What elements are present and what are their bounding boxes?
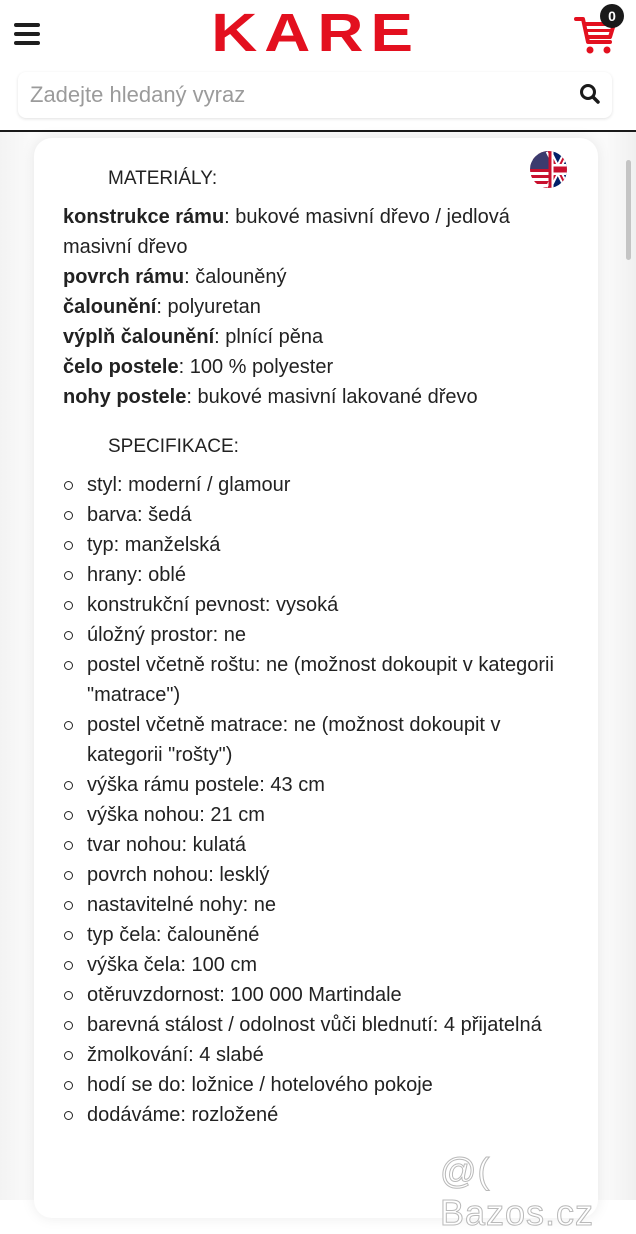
hamburger-menu-button[interactable]	[14, 23, 42, 47]
spec-item: postel včetně roštu: ne (možnost dokoupit v kategorii "matrace")	[63, 650, 563, 710]
spec-item: žmolkování: 4 slabé	[63, 1040, 563, 1070]
search-input[interactable]	[30, 76, 570, 114]
material-item: čelo postele: 100 % polyester	[63, 356, 334, 378]
site-logo[interactable]: KARE	[211, 3, 421, 63]
search-bar	[18, 72, 612, 118]
spec-item: výška čela: 100 cm	[63, 950, 563, 980]
scrollbar-thumb[interactable]	[626, 160, 631, 260]
spec-item: povrch nohou: lesklý	[63, 860, 563, 890]
spec-item: konstrukční pevnost: vysoká	[63, 590, 563, 620]
spec-item: nastavitelné nohy: ne	[63, 890, 563, 920]
spec-item: barva: šedá	[63, 500, 563, 530]
material-item: konstrukce rámu: bukové masivní dřevo / jedlová masivní dřevo	[63, 206, 510, 258]
spec-item: postel včetně matrace: ne (možnost dokoupit v kategorii "rošty")	[63, 710, 563, 770]
spec-item: výška rámu postele: 43 cm	[63, 770, 563, 800]
spec-item: hodí se do: ložnice / hotelového pokoje	[63, 1070, 563, 1100]
spec-item: otěruvzdornost: 100 000 Martindale	[63, 980, 563, 1010]
spec-item: úložný prostor: ne	[63, 620, 563, 650]
material-item: nohy postele: bukové masivní lakované dřevo	[63, 386, 478, 408]
material-item: čalounění: polyuretan	[63, 296, 261, 318]
bazos-watermark: @( Bazos.cz	[440, 1150, 595, 1233]
materials-heading: MATERIÁLY:	[108, 168, 218, 189]
material-item: povrch rámu: čalouněný	[63, 266, 287, 288]
spec-item: tvar nohou: kulatá	[63, 830, 563, 860]
spec-item: barevná stálost / odolnost vůči blednutí: 4 přijatelná	[63, 1010, 563, 1040]
materials-list	[63, 202, 583, 412]
material-item: výplň čalounění: plnící pěna	[63, 326, 324, 348]
cart-count-badge: 0	[600, 4, 624, 28]
spec-item: typ: manželská	[63, 530, 563, 560]
language-switch-button[interactable]	[530, 151, 567, 188]
spec-item: hrany: oblé	[63, 560, 563, 590]
spec-item: typ čela: čalouněné	[63, 920, 563, 950]
hamburger-icon	[14, 23, 40, 27]
site-header	[0, 0, 636, 132]
spec-item: dodáváme: rozložené	[63, 1100, 563, 1130]
specifications-list	[63, 470, 563, 1130]
spec-item: výška nohou: 21 cm	[63, 800, 563, 830]
search-button[interactable]	[576, 80, 604, 108]
us-uk-flag-icon	[530, 151, 567, 188]
specifications-heading: SPECIFIKACE:	[108, 436, 239, 457]
spec-item: styl: moderní / glamour	[63, 470, 563, 500]
search-icon	[576, 80, 604, 108]
